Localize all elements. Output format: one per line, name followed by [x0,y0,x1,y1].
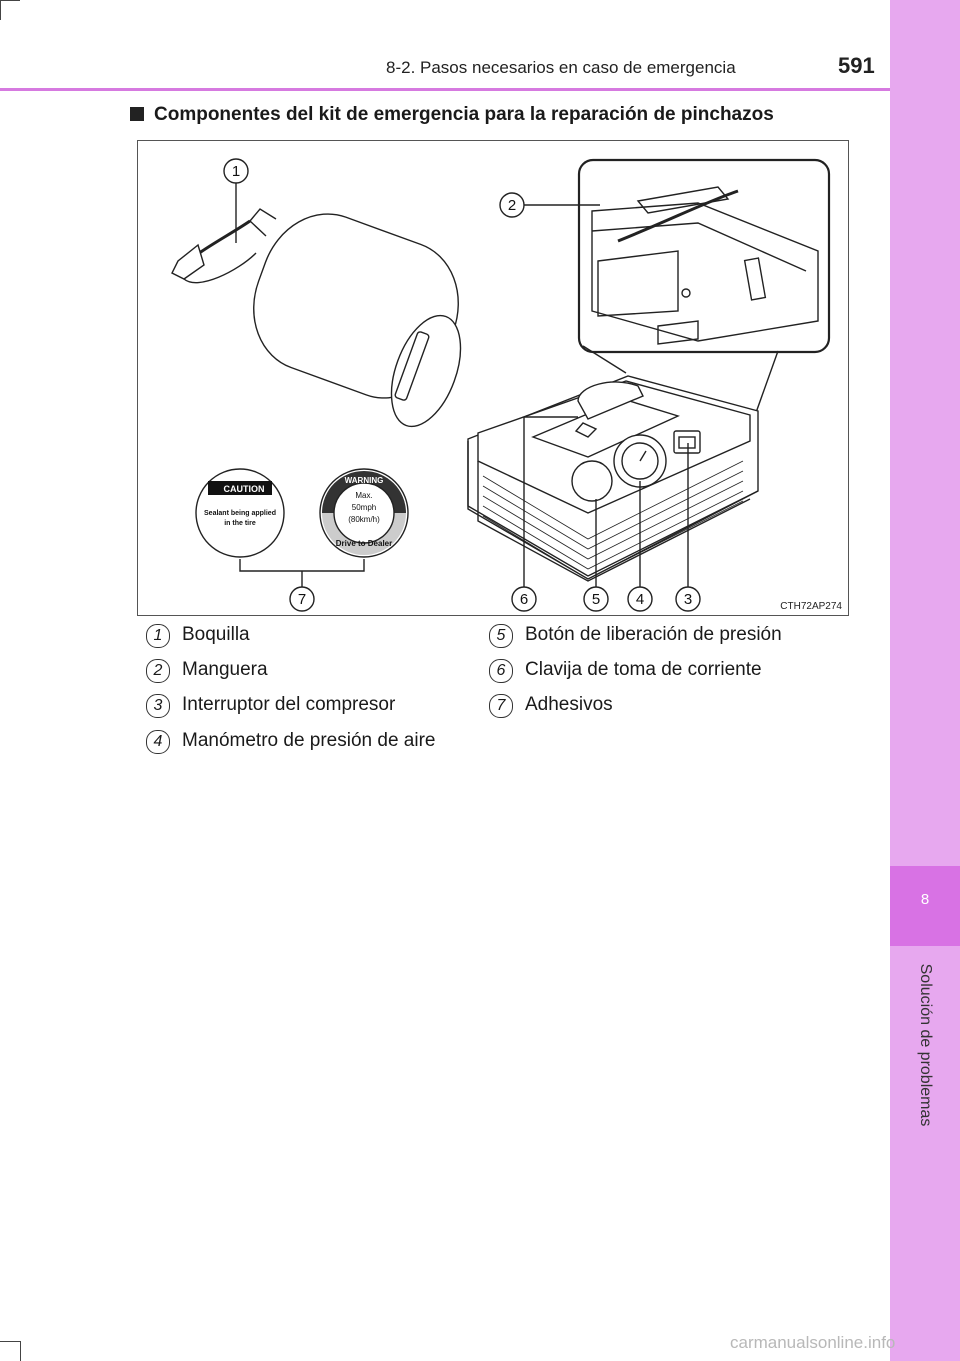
section-heading [130,104,774,126]
chapter-number: 8 [920,891,930,908]
header-rule [0,88,890,91]
legend-label: Interruptor del compresor [182,694,396,715]
legend-label: Adhesivos [525,694,613,715]
legend-item [489,694,613,718]
compressor [468,376,758,581]
legend-label: Boquilla [182,624,250,645]
warning-footer: Drive to Dealer [335,539,393,548]
warning-title: WARNING [344,476,384,485]
legend-label: Botón de liberación de presión [525,624,782,645]
page-number: 591 [838,53,875,78]
legend-number: 7 [489,694,513,718]
legend-item [489,659,762,683]
warning-line-2: 50mph [351,503,377,512]
watermark: carmanualsonline.info [730,1333,896,1352]
legend-label: Clavija de toma de corriente [525,659,762,680]
callout-6: 6 [519,591,529,608]
caution-title: CAUTION [223,484,265,494]
legend-item [489,624,782,648]
header-section-title: 8-2. Pasos necesarios en caso de emergencia [386,58,736,77]
legend-item [146,659,268,683]
figure [137,140,849,616]
zoom-inset [579,160,829,352]
caution-text-1: Sealant being applied [204,510,276,517]
callout-5: 5 [591,591,601,608]
square-bullet-icon [130,107,144,121]
callout-2: 2 [507,197,517,214]
callout-1: 1 [231,163,241,180]
crop-mark [20,1341,21,1361]
legend-item [146,730,435,754]
legend-item [146,694,395,718]
legend-number: 6 [489,659,513,683]
crop-mark [0,0,1,20]
legend-number: 3 [146,694,170,718]
callout-4: 4 [635,591,645,608]
warning-line-1: Max. [355,491,373,500]
legend-number: 5 [489,624,513,648]
chapter-title: Solución de problemas [917,963,934,1127]
warning-line-3: (80km/h) [348,515,380,524]
legend-number: 2 [146,659,170,683]
caution-text-2: in the tire [224,520,256,527]
legend-label: Manguera [182,659,268,680]
callout-7: 7 [297,591,307,608]
section-heading-text: Componentes del kit de emergencia para la reparación de pinchazos [154,104,774,125]
legend-label: Manómetro de presión de aire [182,730,436,751]
side-tab [890,0,960,1361]
kit-illustration [138,141,850,617]
callout-3: 3 [683,591,693,608]
legend-number: 1 [146,624,170,648]
legend-item [146,624,250,648]
figure-code: CTH72AP274 [780,601,842,612]
crop-mark [0,1341,20,1342]
crop-mark [0,0,20,1]
sealant-bottle [172,197,477,436]
legend-number: 4 [146,730,170,754]
